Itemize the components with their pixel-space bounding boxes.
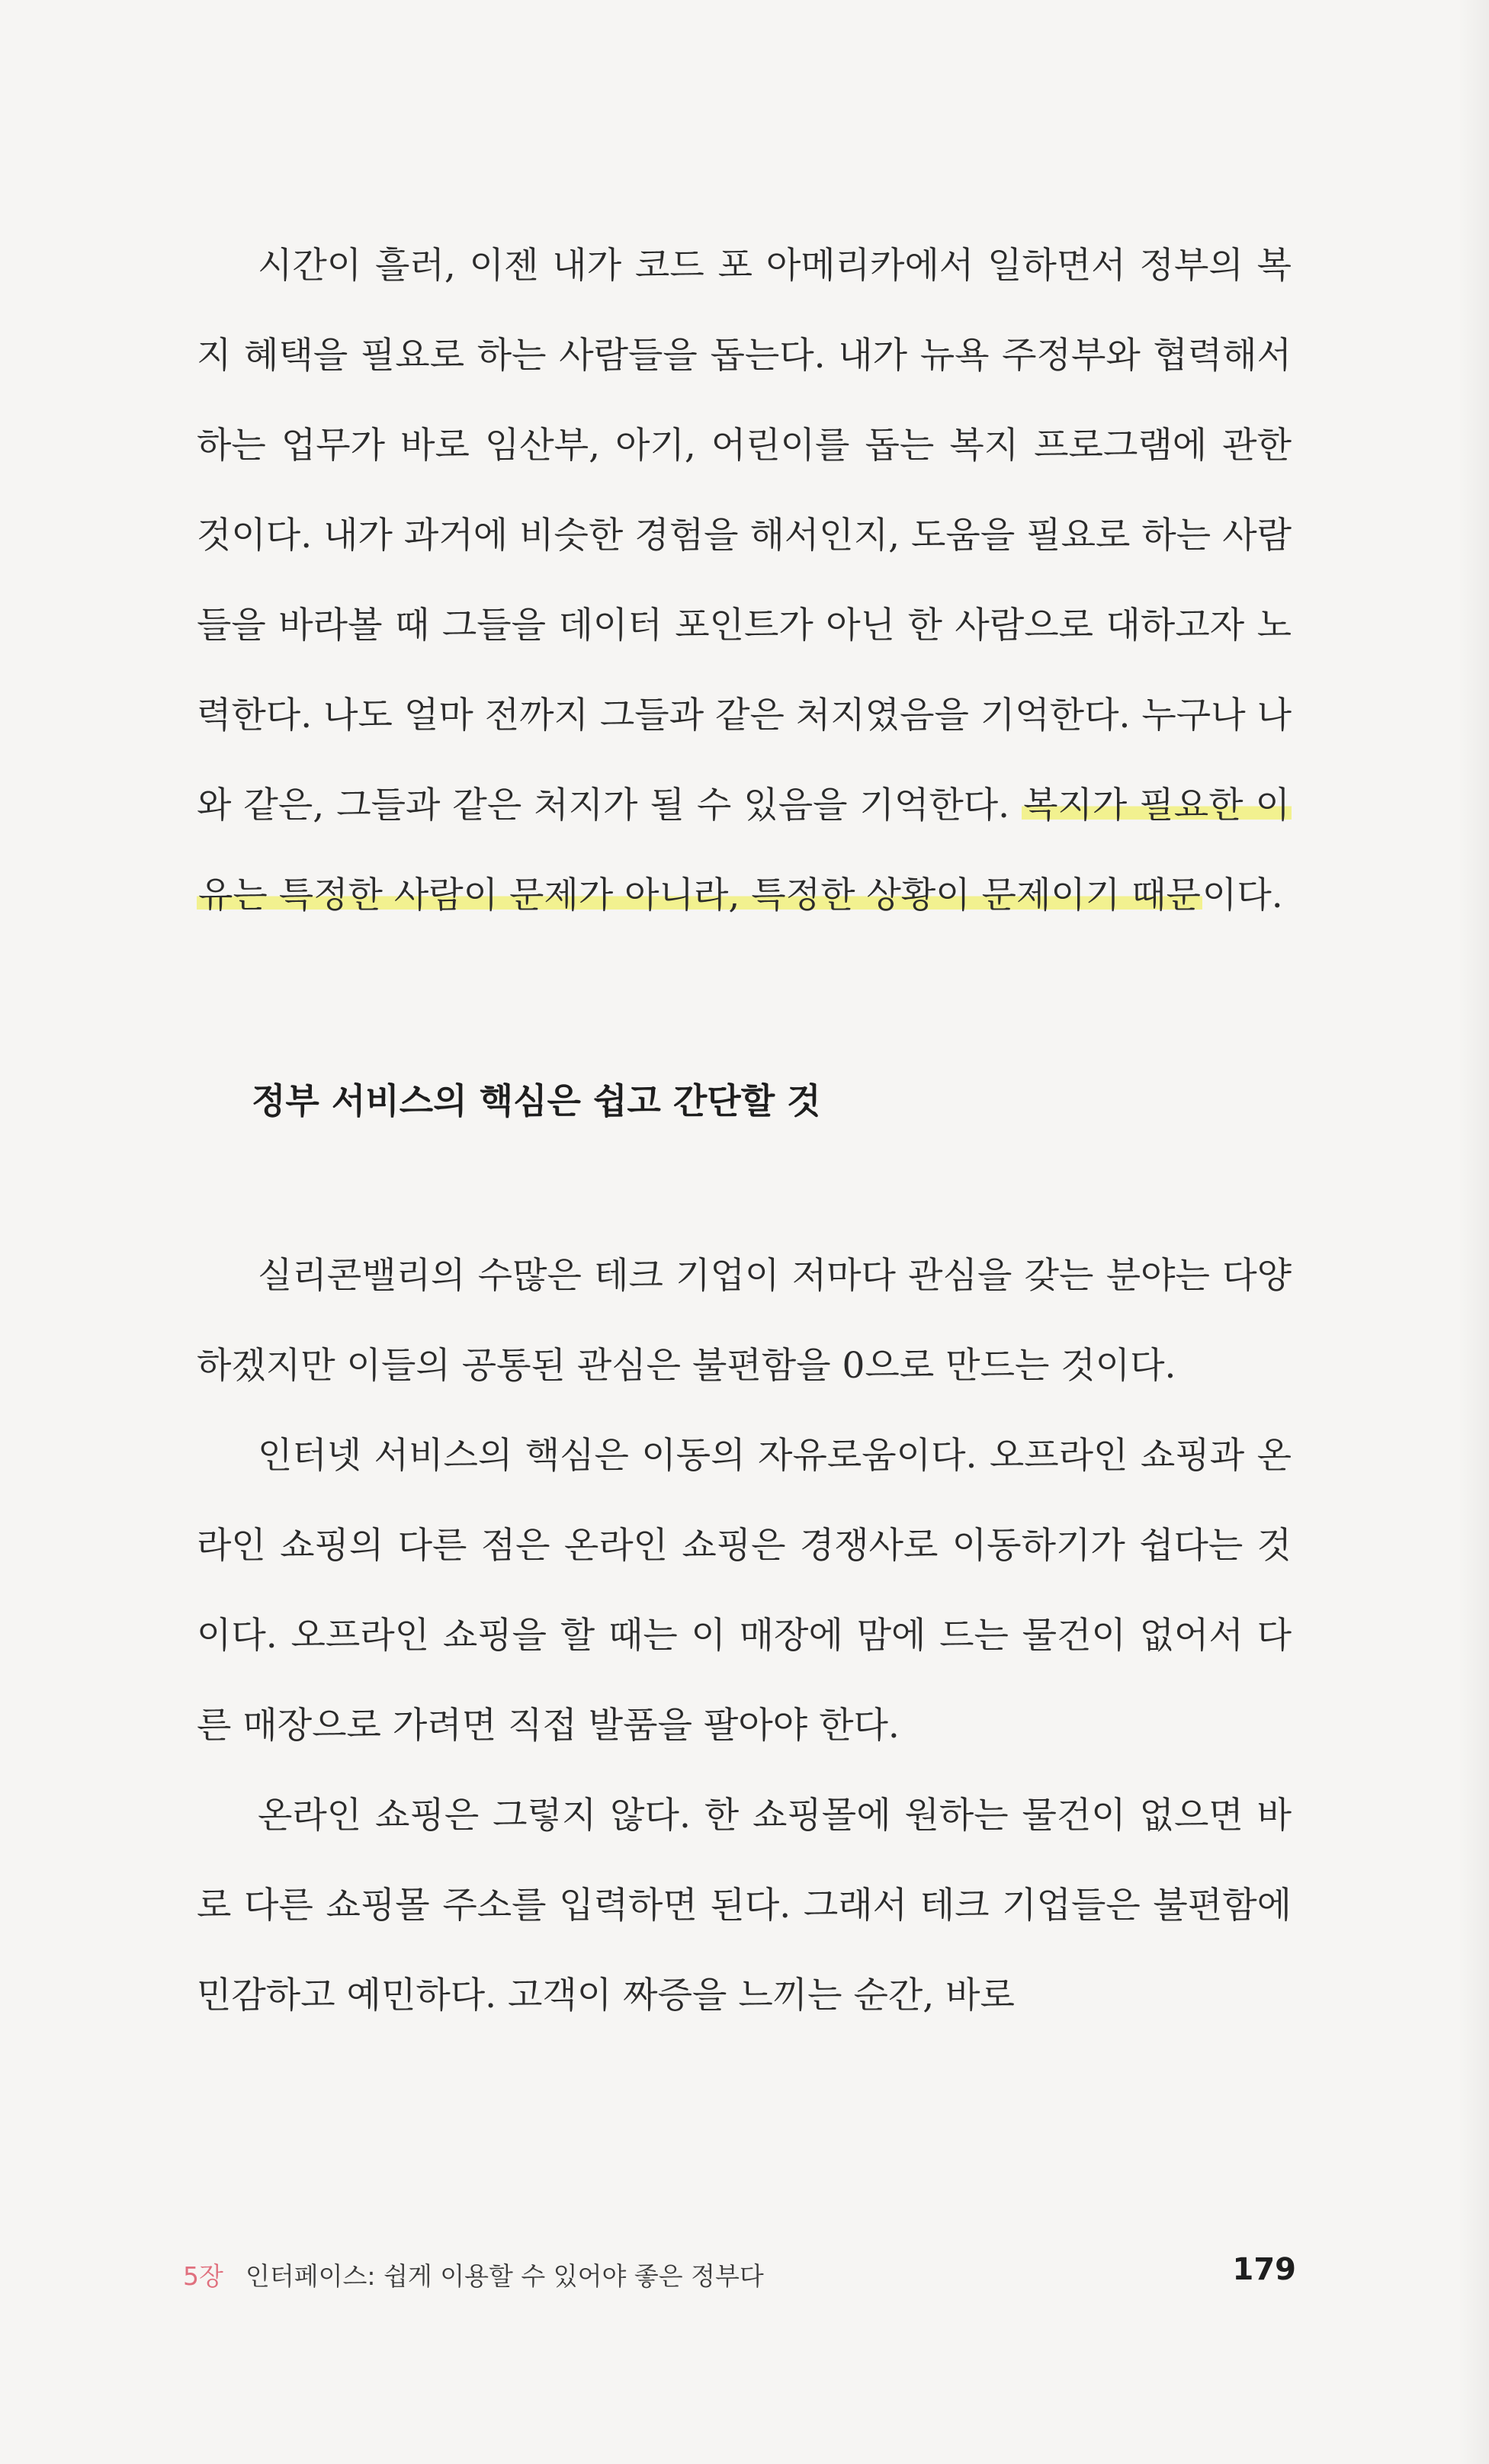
page-number: 179: [1232, 2252, 1296, 2287]
section-heading: 정부 서비스의 핵심은 쉽고 간단할 것: [252, 1080, 821, 1121]
body-paragraph-2: 실리콘밸리의 수많은 테크 기업이 저마다 관심을 갖는 분야는 다양하겠지만 이들의 공통된 관심은 불편함을 0으로 만드는 것이다.: [197, 1255, 1292, 1387]
body-paragraph-3: 인터넷 서비스의 핵심은 이동의 자유로움이다. 오프라인 쇼핑과 온라인 쇼핑의 다른 점은 온라인 쇼핑은 경쟁사로 이동하기가 쉽다는 것이다. 오프라인 쇼핑을 할 때는 이 매장에 맘에 드는 물건이 없어서 다른 매장으로 가려면 직접 발품을 팔아야 한다.: [197, 1435, 1292, 1747]
body-paragraph-4: 온라인 쇼핑은 그렇지 않다. 한 쇼핑몰에 원하는 물건이 없으면 바로 다른 쇼핑몰 주소를 입력하면 된다. 그래서 테크 기업들은 불편함에 민감하고 예민하다. 고객이 짜증을 느끼는 순간, 바로: [197, 1795, 1292, 2016]
chapter-number: 5장: [183, 2261, 223, 2291]
highlighted-sentence: 복지가 필요한 이유는 특정한 사람이 문제가 아니라, 특정한 상황이 문제이기 때문: [198, 784, 1290, 916]
page-edge-shadow: [1459, 0, 1489, 2464]
paragraph-1-text: 시간이 흘러, 이젠 내가 코드 포 아메리카에서 일하면서 정부의 복지 혜택을 필요로 하는 사람들을 돕는다. 내가 뉴욕 주정부와 협력해서 하는 업무가 바로 임산부, 아기, 어린이를 돕는 복지 프로그램에 관한 것이다. 내가 과거에 비슷한 경험을 해서인지, 도움을 필요로 하는 사람들을 바라볼 때 그들을 데이터 포인트가 아닌 한 사람으로 대하고자 노력한다. 나도 얼마 전까지 그들과 같은 처지였음을 기억한다. 누구나 나와 같은, 그들과 같은 처지가 될 수 있음을 기억한다.: [197, 245, 1292, 826]
chapter-title: 인터페이스: 쉽게 이용할 수 있어야 좋은 정부다: [245, 2261, 764, 2291]
page-footer: [183, 2252, 1296, 2298]
body-paragraph-1: [197, 221, 1292, 941]
paragraph-1-tail: 이다.: [1202, 874, 1283, 916]
